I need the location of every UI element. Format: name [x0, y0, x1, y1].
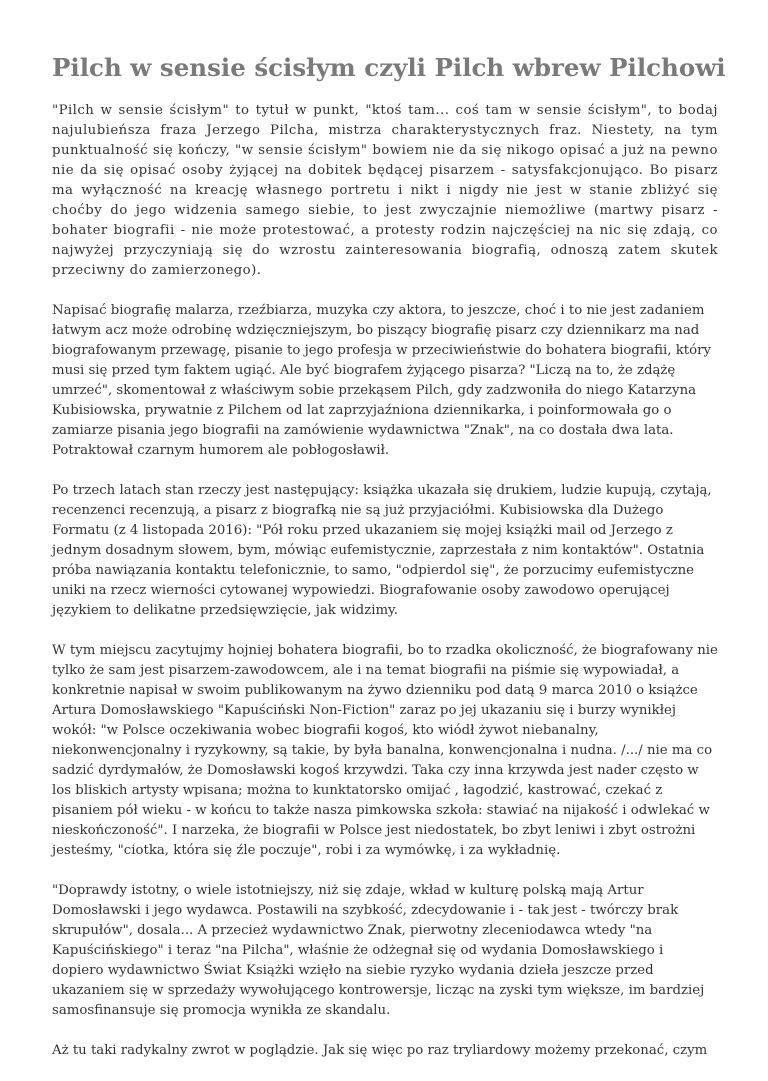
paragraph-6: Aż tu taki radykalny zwrot w poglądzie. Jak się więc po raz tryliardowy możemy przekonać, czym — [52, 1043, 708, 1058]
paragraph-5: "Doprawdy istotny, o wiele istotniejszy, niż się zdaje, wkład w kulturę polską mają Artur Domosławski i jego wydawca. Postawili na szybkość, zdecydowanie i - tak jest - twórczy brak skrupułów", dosala... A przecież wydawnictwo Znak, pierwotny zleceniodawca wtedy "na Kapuścińskiego" i teraz "na Pilcha", właśnie że odżegnał się od wydania Domosławskiego i dopiero wydawnictwo Świat Książki wzięło na siebie ryzyko wydania dzieła jeszcze przed ukazaniem się w sprzedaży wywołującego kontrowersje, licząc na zyski tym większe, im bardziej samosfinansuje się promocja wynikła ze skandalu. — [52, 883, 705, 1018]
document-page — [52, 52, 726, 1081]
paragraph-2: Napisać biografię malarza, rzeźbiarza, muzyka czy aktora, to jeszcze, choć i to nie jest zadaniem łatwym acz może odrobinę wdzięczniejszym, bo piszący biografię pisarz czy dziennikarz ma nad biografowanym przewagę, pisanie to jego profesja w przeciwieństwie do bohatera biografii, który musi się przed tym faktem ugiąć. Ale być biografem żyjącego pisarza? "Liczą na to, że zdążę umrzeć", skomentował z właściwym sobie przekąsem Pilch, gdy zadzwoniła do niego Katarzyna Kubisiowska, prywatnie z Pilchem od lat zaprzyjaźniona dziennikarka, i poinformowała go o zamiarze pisania jego biografii na zamówienie wydawnictwa "Znak", na co dostała dwa lata. Potraktował czarnym humorem ale pobłogosławił. — [52, 303, 712, 458]
paragraph-3: Po trzech latach stan rzeczy jest następujący: książka ukazała się drukiem, ludzie kupują, czytają, recenzenci recenzują, a pisarz z biografką nie są już przyjaciółmi. Kubisiowska dla Dużego Formatu (z 4 listopada 2016): "Pół roku przed ukazaniem się mojej książki mail od Jerzego z jednym dosadnym słowem, bym, mówiąc eufemistycznie, zaprzestała z nim kontaktów". Ostatnia próba nawiązania kontaktu telefonicznie, to samo, "odpierdol się", że porzucimy eufemistyczne uniki na rzecz wierności cytowanej wypowiedzi. Biografowanie osoby zawodowo operującej językiem to delikatne przedsięwzięcie, jak widzimy. — [52, 483, 712, 618]
article-title: Pilch w sensie ścisłym czyli Pilch wbrew Pilchowi — [52, 53, 726, 82]
paragraph-4: W tym miejscu zacytujmy hojniej bohatera biografii, bo to rzadka okoliczność, że biografowany nie tylko że sam jest pisarzem-zawodowcem, ale i na temat biografii na piśmie się wypowiadał, a konkretnie napisał w swoim publikowanym na żywo dzienniku pod datą 9 marca 2010 o książce Artura Domosławskiego "Kapuściński Non-Fiction" zaraz po jej ukazaniu się i burzy wynikłej wokół: "w Polsce oczekiwania wobec biografii kogoś, kto wiódł żywot niebanalny, niekonwencjonalny i ryzykowny, są takie, by była banalna, konwencjonalna i nudna. /.../ nie ma co sadzić dyrdymałów, że Domosławski kogoś krzywdzi. Taka czy inna krzywda jest nader często w los bliskich artysty wpisana; można to kunktatorsko omijać , łagodzić, kastrować, czekać z pisaniem pół wieku - w końcu to także nasza pimkowska szkoła: stawiać na nijakość i odwlekać w nieskończoność". I narzeka, że biografii w Polsce jest niedostatek, bo zbyt leniwi i zbyt ostrożni jesteśmy, "ciotka, która się źle poczuje", robi i za wymówkę, i za wykładnię. — [52, 643, 718, 858]
paragraph-1: "Pilch w sensie ścisłym" to tytuł w punkt, "ktoś tam... coś tam w sensie ścisłym", to bodaj najulubieńsza fraza Jerzego Pilcha, mistrza charakterystycznych fraz. Niestety, na tym punktualność się kończy, "w sensie ścisłym" bowiem nie da się nikogo opisać a już na pewno nie da się opisać osoby żyjącej na dobitek będącej pisarzem - satysfakcjonująco. Bo pisarz ma wyłączność na kreację własnego portretu i nikt i nigdy nie jest w stanie zbliżyć się choćby do jego widzenia samego siebie, to jest zwyczajnie niemożliwe (martwy pisarz - bohater biografii - nie może protestować, a protesty rodzin najczęściej na nic się zdają, co najwyżej przyczyniają się do wzrostu zainteresowania biografią, odnoszą zatem skutek przeciwny do zamierzonego). — [52, 103, 718, 278]
